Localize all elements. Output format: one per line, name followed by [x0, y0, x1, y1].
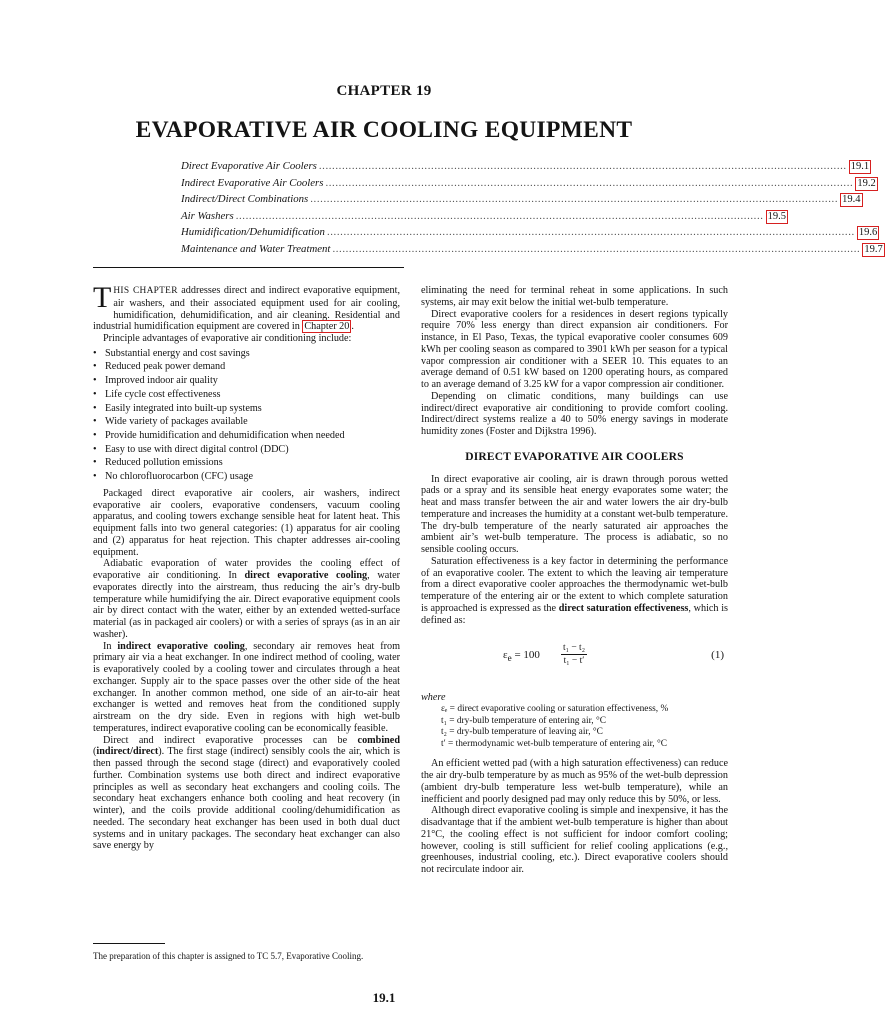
text-run: , water evaporates directly into the airstream, thus reducing the air’s dry-bulb temperature while humidifying the air. Direct evaporative equipment cools air by direct contact with the water, either by an extended wetted-surface material (as in packaged air coolers) or with a series of sprays (as in an air washer).: [93, 570, 400, 640]
chapter-title: EVAPORATIVE AIR COOLING EQUIPMENT: [135, 117, 633, 143]
equation-equals: = 100: [511, 649, 540, 662]
direct-cooling-paragraph: In direct evaporative air cooling, air is drawn through porous wetted pads or a spray and its sensible heat energy evaporates some water; the heat and mass transfer between the air and water lowers the air dry-bulb temperature and increases the humidity at a constant wet-bulb temperature. The dry-bulb temperature of the nearly saturated air approaches the ambient air’s wet-bulb temperature. The process is adiabatic, so no sensible cooling occurs.: [421, 473, 728, 555]
list-item: • Easily integrated into built-up systems: [93, 402, 400, 416]
toc-entry: [181, 226, 878, 243]
right-column: [421, 285, 728, 876]
list-item: • No chlorofluorocarbon (CFC) usage: [93, 470, 400, 484]
toc-label: Indirect/Direct Combinations: [181, 193, 309, 206]
list-item: • Reduced pollution emissions: [93, 456, 400, 470]
efficient-pad-paragraph: An efficient wetted pad (with a high saturation effectiveness) can reduce the air dry-bulb temperature by as much as 95% of the wet-bulb depression (ambient dry-bulb temperature less wet-bulb temperature), while an inefficient and poorly designed pad may only reduce this by 50%, or less.: [421, 758, 728, 805]
list-item: • Improved indoor air quality: [93, 374, 400, 388]
definition-line: t₁ = dry-bulb temperature of entering air, °C: [441, 715, 607, 726]
text-run: Direct and indirect evaporative processes can be: [103, 734, 358, 746]
epsilon-subscript: e: [507, 653, 512, 664]
toc-leader: ................................................................................................................................................................: [326, 226, 855, 239]
indirect-paragraph: [93, 641, 400, 735]
toc-leader: ................................................................................................................................................................: [310, 193, 839, 206]
toc-entry: [181, 193, 861, 210]
term-indirect-evaporative-cooling: indirect evaporative cooling: [117, 640, 245, 652]
text-run: , secondary air removes heat from primary air via a heat exchanger. In one indirect method of cooling, water is evaporatively cooled by a cooling tower and circulates through a heat exchanger. Supply air to the space passes over the other side of the heat exchanger. In another common method, one side of an air-to-air heat exchanger is wetted and removes heat from the conditioned supply airstream on the dry side. Even in regions with high wet-bulb temperatures, indirect evaporative cooling can be economically feasible.: [93, 640, 400, 734]
intro-smallcaps: HIS CHAPTER: [113, 286, 178, 296]
toc-leader: ................................................................................................................................................................: [318, 160, 847, 172]
term-combined: combined: [357, 734, 400, 746]
section-divider: [93, 267, 404, 268]
definition-line: t′ = thermodynamic wet-bulb temperature of entering air, °C: [441, 738, 668, 749]
fraction-numerator: t₁ − t₂: [563, 643, 586, 654]
where-label: where: [421, 692, 446, 704]
toc-page-link[interactable]: 19.1: [850, 161, 870, 172]
toc-label: Humidification/Dehumidification: [181, 226, 325, 239]
variable-definitions: [421, 704, 728, 750]
term-direct-evaporative-cooling: direct evaporative cooling: [244, 570, 368, 582]
section-heading: DIRECT EVAPORATIVE AIR COOLERS: [465, 450, 684, 463]
text-run: In: [103, 640, 118, 652]
toc-page-link[interactable]: 19.7: [864, 243, 883, 255]
chapter-number: CHAPTER 19: [336, 83, 432, 99]
chapter-20-link[interactable]: Chapter 20: [304, 321, 350, 333]
toc-entry: [181, 242, 883, 260]
epsilon-symbol: ε: [503, 649, 508, 662]
list-item: • Life cycle cost effectiveness: [93, 388, 400, 402]
toc-entry: [181, 209, 786, 227]
combined-paragraph: [93, 735, 400, 853]
climatic-paragraph: Depending on climatic conditions, many buildings can use indirect/direct evaporative air conditioning to provide comfort cooling. Indirect/direct systems realize a 40 to 50% energy savings in moderate humidity zones (Foster and Dijkstra 1996).: [421, 390, 728, 437]
equation-1: [421, 640, 728, 674]
although-paragraph: Although direct evaporative cooling is simple and inexpensive, it has the disadvantage that if the ambient wet-bulb temperature is higher than about 21°C, the cooling effect is not sufficient for indoor comfort cooling; however, cooling is still sufficient for relief cooling applications (e.g., greenhouses, industrial cooling, etc.). Direct evaporative coolers should not recirculate indoor air.: [421, 805, 728, 876]
continued-paragraph: eliminating the need for terminal reheat in some applications. In such systems, air may exit below the initial wet-bulb temperature.: [421, 285, 728, 308]
saturation-paragraph: [421, 556, 728, 627]
list-item: • Provide humidification and dehumidification when needed: [93, 429, 400, 443]
advantages-list: [93, 347, 400, 484]
list-item: • Reduced peak power demand: [93, 360, 400, 374]
toc-label: Indirect Evaporative Air Coolers: [181, 176, 324, 189]
text-run: , which is defined as:: [421, 602, 728, 626]
toc-entry: [181, 176, 876, 194]
toc-page-link[interactable]: 19.6: [858, 227, 878, 239]
toc-label: Direct Evaporative Air Coolers: [181, 160, 317, 172]
toc-label: Maintenance and Water Treatment: [181, 242, 331, 255]
definition-line: t₂ = dry-bulb temperature of leaving air, °C: [441, 727, 603, 738]
list-item: • Substantial energy and cost savings: [93, 347, 400, 361]
intro-text: addresses direct and indirect evaporative equipment, air washers, and their associated equipment used for air cooling, humidification, dehumidification, and air cleaning. Residential and industrial humidification equipment are covered in: [93, 285, 400, 333]
toc-leader: ................................................................................................................................................................: [325, 176, 854, 189]
equation-number: (1): [711, 649, 724, 662]
term-direct-saturation-effectiveness: direct saturation effectiveness: [558, 602, 689, 614]
intro-end: .: [351, 321, 354, 333]
toc-page-link[interactable]: 19.5: [767, 210, 786, 222]
equation-lhs: [503, 650, 540, 665]
footnote: The preparation of this chapter is assigned to TC 5.7, Evaporative Cooling.: [93, 951, 364, 961]
fraction-denominator: t₁ − t′: [563, 656, 585, 667]
page-number: 19.1: [372, 990, 396, 1005]
principle-intro: Principle advantages of evaporative air conditioning include:: [103, 333, 352, 344]
text-run: ). The first stage (indirect) sensibly cools the air, which is then passed through the second stage (direct) and evaporatively cooled further. Combination systems use both direct and indirect evaporative principles as well as secondary heat exchangers and cooling coils. The secondary heat exchangers enhance both cooling and heat recovery (in winter), and the coils provide additional cooling/dehumidification as needed. The secondary heat exchanger has been used in both dual duct systems and in unitary packages. The secondary heat exchanger can also save energy by: [93, 746, 400, 852]
equation-fraction: [561, 642, 587, 667]
footnote-divider: [93, 943, 165, 944]
drop-cap: T: [93, 281, 112, 314]
desert-paragraph: Direct evaporative coolers for a residences in desert regions typically require 70% less energy than direct expansion air conditioners. For instance, in El Paso, Texas, the typical evaporative cooler consumes 609 kWh per cooling season as compared to 3901 kWh per season for a typical vapor compression air conditioner with a SEER 10. This equates to an average demand of 0.51 kW based on 1200 operating hours, as compared to an average demand of 3.25 kW for a vapor compression air conditioner.: [421, 308, 728, 390]
text-run: Saturation effectiveness is a key factor in determining the performance of an evaporative cooler. The extent to which the leaving air temperature from a direct evaporative cooler approaches the thermodynamic wet-bulb temperature of the entering air or the extent to which complete saturation is approached is expressed as the: [421, 555, 728, 614]
definition-line: εₑ = direct evaporative cooling or saturation effectiveness, %: [441, 704, 669, 714]
table-of-contents: [181, 160, 883, 260]
toc-page-link[interactable]: 19.4: [842, 194, 861, 206]
packaged-paragraph: Packaged direct evaporative air coolers, air washers, indirect evaporative air coolers, evaporative condensers, vacuum cooling apparatus, and cooling towers exchange sensible heat for latent heat. This equipment falls into two general categories: (1) apparatus for air cooling and (2) apparatus for heat rejection. This chapter addresses air-cooling equipment.: [93, 487, 400, 558]
term-indirect-direct: indirect/direct: [96, 746, 159, 758]
toc-label: Air Washers: [181, 209, 234, 222]
text-run: Adiabatic evaporation of water provides the cooling effect of evaporative air conditioning. In: [93, 558, 400, 582]
toc-page-link[interactable]: 19.2: [857, 177, 876, 189]
toc-leader: ................................................................................................................................................................: [332, 242, 861, 255]
left-column: [93, 281, 400, 852]
intro-paragraph: [93, 281, 400, 333]
list-item: • Wide variety of packages available: [93, 415, 400, 429]
adiabatic-paragraph: [93, 558, 400, 640]
toc-leader: ................................................................................................................................................................: [235, 209, 764, 222]
list-item: • Easy to use with direct digital control (DDC): [93, 443, 400, 457]
text-run: (: [93, 746, 97, 758]
toc-entry: [181, 160, 870, 177]
